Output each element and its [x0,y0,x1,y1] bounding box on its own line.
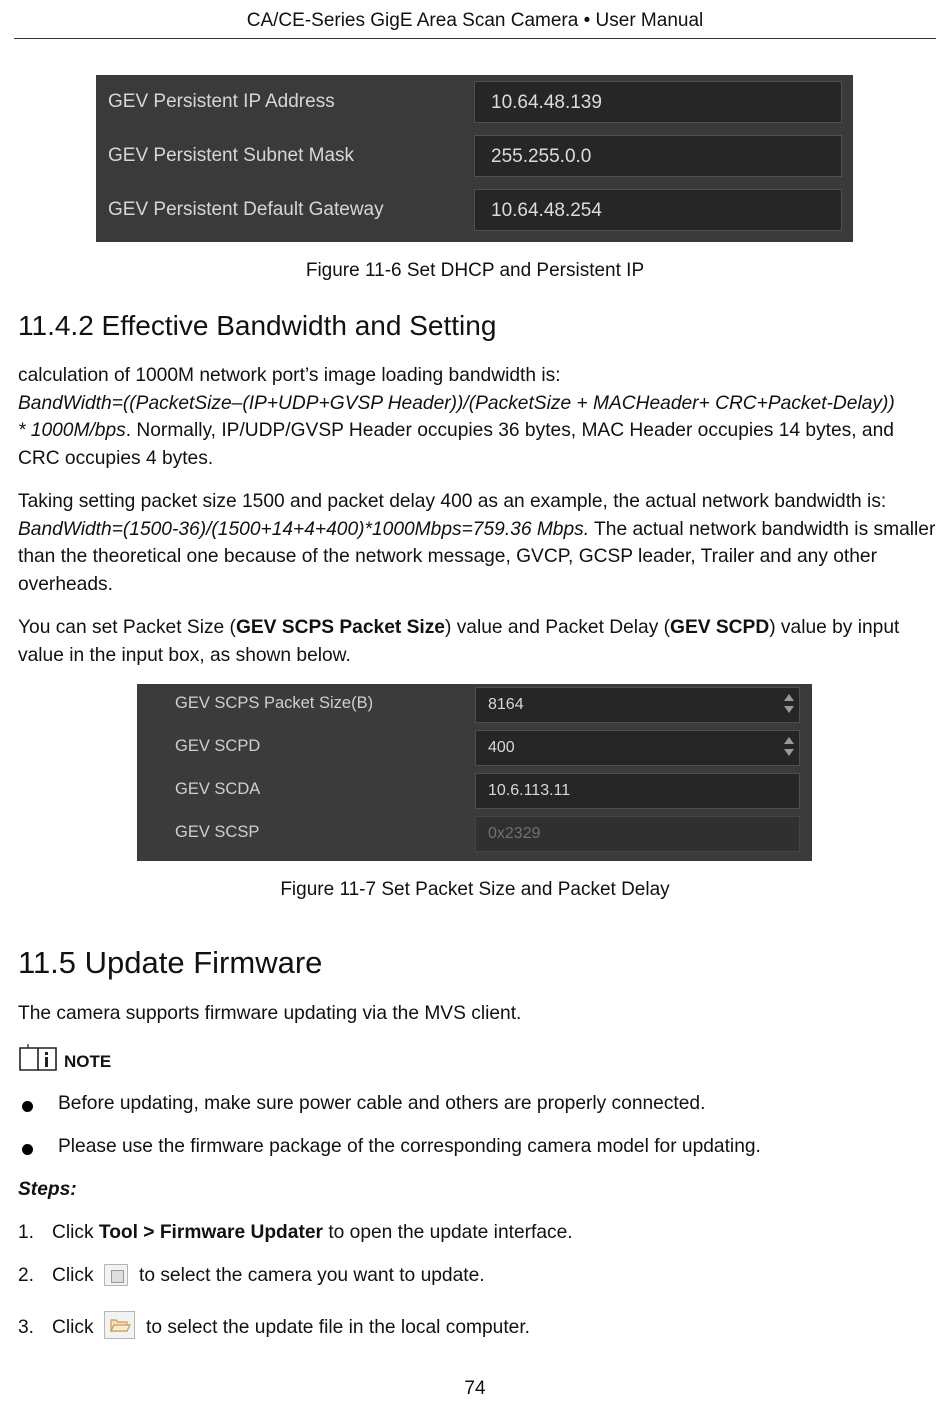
persistent-gateway-row [96,186,853,234]
field-label: GEV Persistent Default Gateway [108,199,384,220]
persistent-gateway-input[interactable] [474,189,842,231]
text: to open the update interface. [322,1222,573,1243]
field-value: 8164 [488,696,524,713]
field-label: GEV SCPS Packet Size(B) [175,694,374,712]
text: calculation of 1000M network port’s image loading bandwidth is: [18,365,561,386]
step-number: 2. [18,1265,35,1286]
field-value: 10.64.48.254 [491,200,602,221]
persistent-subnet-row [96,132,853,180]
text: to select the camera you want to update. [139,1265,485,1286]
bullet-icon [22,1101,33,1112]
steps-label: Steps: [18,1179,77,1200]
formula: BandWidth=((PacketSize–(IP+UDP+GVSP Header))/(PacketSize + MACHeader+ CRC+Packet-Delay)) [18,392,895,414]
text: ) value by input value in the input box, as shown below. [18,617,900,666]
spinner-arrows-icon[interactable] [783,735,795,761]
text: . Normally, IP/UDP/GVSP Header occupies 36 bytes, MAC Header occupies 14 bytes, and CRC occupies 4 bytes. [18,420,894,469]
scda-input[interactable] [475,773,800,809]
note-book-info-icon [18,1044,60,1072]
packet-size-row [137,684,812,727]
field-value: 0x2329 [488,825,541,842]
bullet-text: Please use the firmware package of the corresponding camera model for updating. [58,1136,761,1157]
field-label: GEV SCDA [175,780,261,798]
field-value: 255.255.0.0 [491,146,592,167]
scsp-input [475,816,800,852]
page-number: 74 [464,1378,486,1399]
folder-open-icon [104,1311,135,1339]
checkbox-icon [104,1264,128,1286]
settings-paragraph [18,614,936,669]
field-label: GEV Persistent IP Address [108,91,335,112]
bullet-text: Before updating, make sure power cable and others are properly connected. [58,1093,706,1114]
packet-size-stepper[interactable] [475,687,800,723]
text: Click [52,1317,94,1338]
text: Click [52,1265,94,1286]
spinner-arrows-icon[interactable] [783,692,795,718]
persistent-ip-row [96,78,853,126]
text: Click [52,1222,99,1243]
formula: * 1000M/bps [18,420,126,441]
figure-caption: Figure 11-7 Set Packet Size and Packet Delay [280,879,670,900]
persistent-ip-panel [96,75,853,242]
field-value: 10.64.48.139 [491,92,602,113]
text: ) value and Packet Delay ( [444,617,671,638]
note-label: NOTE [64,1052,112,1071]
menu-path: Tool > Firmware Updater [98,1222,323,1243]
formula: BandWidth=(1500-36)/(1500+14+4+400)*1000Mbps=759.36 Mbps. [18,518,590,540]
intro-text: The camera supports firmware updating via the MVS client. [18,1003,522,1024]
persistent-subnet-input[interactable] [474,135,842,177]
bullet-icon [22,1144,33,1155]
packet-delay-row [137,727,812,770]
field-value: 10.6.113.11 [488,782,571,799]
page-header: CA/CE-Series GigE Area Scan Camera • User Manual [14,10,936,39]
step-number: 3. [18,1317,35,1338]
field-label: GEV Persistent Subnet Mask [108,145,355,166]
text: to select the update file in the local computer. [146,1317,530,1338]
scda-row [137,770,812,813]
example-paragraph [18,488,936,598]
section-heading: 11.5 Update Firmware [18,945,323,980]
field-label: GEV SCPD [175,737,261,755]
field-label: GEV SCSP [175,823,260,841]
step-number: 1. [18,1222,35,1243]
packet-settings-panel [137,684,812,861]
text: You can set Packet Size ( [18,617,236,638]
persistent-ip-input[interactable] [474,81,842,123]
bold-term: GEV SCPS Packet Size [235,617,445,638]
bold-term: GEV SCPD [670,617,770,638]
field-value: 400 [488,739,515,756]
text: The actual network bandwidth is smaller than the theoretical one because of the network message, GVCP, GCSP leader, Trailer and any other overheads. [18,518,936,595]
figure-caption: Figure 11-6 Set DHCP and Persistent IP [305,260,645,281]
scsp-row [137,813,812,856]
text: Taking setting packet size 1500 and packet delay 400 as an example, the actual network bandwidth is: [18,491,887,512]
packet-delay-stepper[interactable] [475,730,800,766]
section-heading: 11.4.2 Effective Bandwidth and Setting [18,310,497,341]
bandwidth-paragraph [18,362,936,472]
